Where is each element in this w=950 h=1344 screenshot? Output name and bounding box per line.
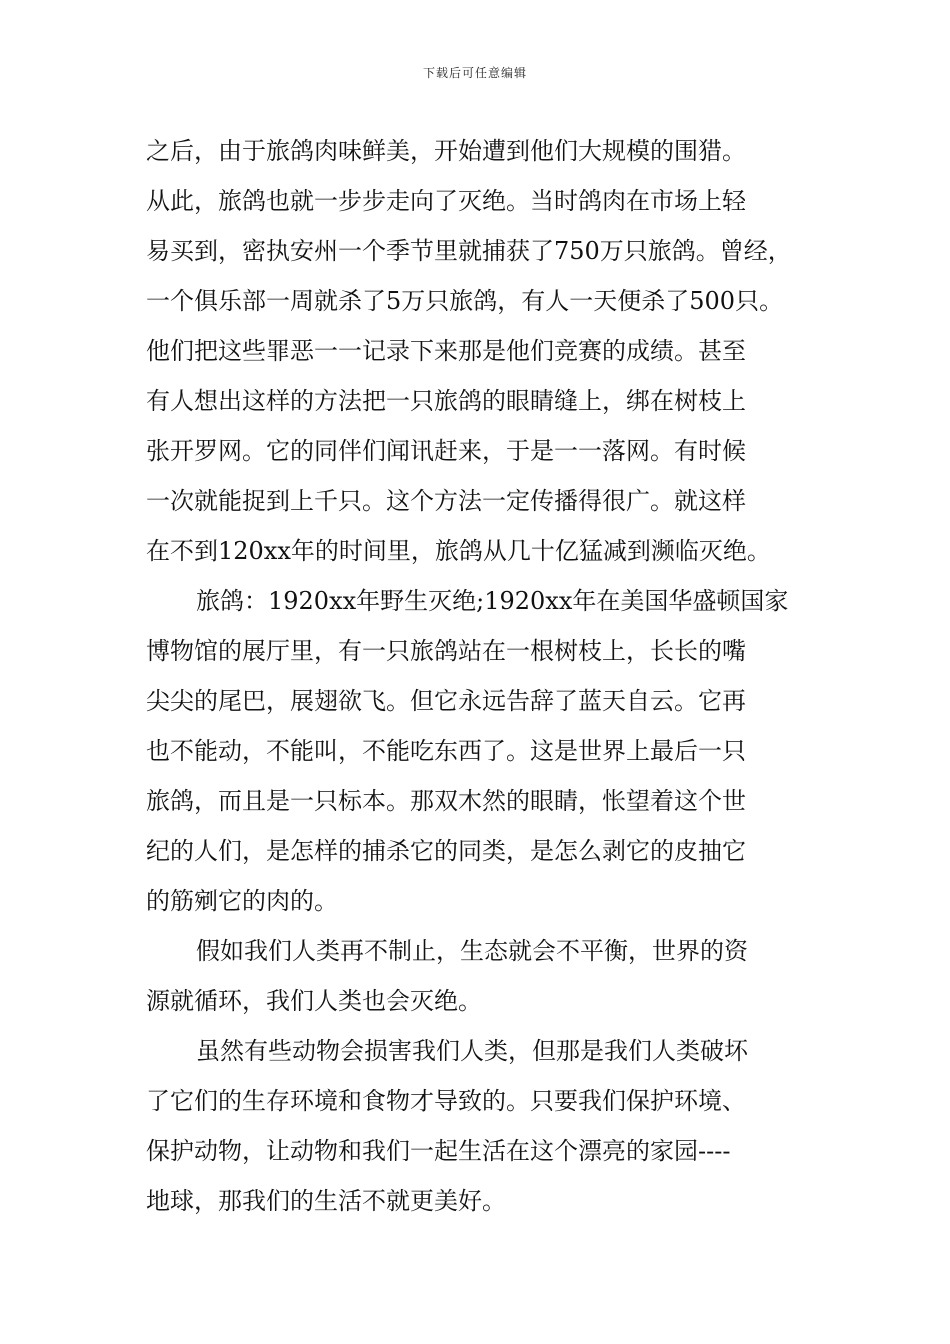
text-line: 纪的人们，是怎样的捕杀它的同类，是怎么剥它的皮抽它 xyxy=(146,837,746,865)
text-line: 易买到，密执安州一个季节里就捕获了750万只旅鸽。曾经， xyxy=(146,237,792,265)
text-line: 的筋剜它的肉的。 xyxy=(146,887,338,915)
page-header: 下载后可任意编辑 xyxy=(422,66,527,80)
text-line: 保护动物，让动物和我们一起生活在这个漂亮的家园---- xyxy=(146,1137,731,1165)
text-line: 从此，旅鸽也就一步步走向了灭绝。当时鸽肉在市场上轻 xyxy=(146,187,746,215)
text-line: 博物馆的展厅里，有一只旅鸽站在一根树枝上，长长的嘴 xyxy=(146,637,746,665)
text-line: 旅鸽：1920xx年野生灭绝;1920xx年在美国华盛顿国家 xyxy=(196,587,789,615)
text-line: 一次就能捉到上千只。这个方法一定传播得很广。就这样 xyxy=(146,487,746,515)
text-line: 有人想出这样的方法把一只旅鸽的眼睛缝上，绑在树枝上 xyxy=(146,387,746,415)
text-line: 他们把这些罪恶一一记录下来那是他们竞赛的成绩。甚至 xyxy=(146,337,746,365)
text-line: 了它们的生存环境和食物才导致的。只要我们保护环境、 xyxy=(146,1087,746,1115)
text-line: 假如我们人类再不制止，生态就会不平衡，世界的资 xyxy=(196,937,748,965)
text-line: 尖尖的尾巴，展翅欲飞。但它永远告辞了蓝天自云。它再 xyxy=(146,687,746,715)
text-line: 旅鸽，而且是一只标本。那双木然的眼睛，怅望着这个世 xyxy=(146,787,746,815)
text-line: 张开罗网。它的同伴们闻讯赶来，于是一一落网。有时候 xyxy=(146,437,746,465)
paragraph xyxy=(146,926,836,1026)
text-line: 在不到120xx年的时间里，旅鸽从几十亿猛减到濒临灭绝。 xyxy=(146,537,771,565)
document-body xyxy=(146,126,836,1226)
text-line: 也不能动，不能叫，不能吃东西了。这是世界上最后一只 xyxy=(146,737,746,765)
paragraph xyxy=(146,576,836,926)
text-line: 之后，由于旅鸽肉味鲜美，开始遭到他们大规模的围猎。 xyxy=(146,137,746,165)
text-line: 一个俱乐部一周就杀了5万只旅鸽，有人一天便杀了500只。 xyxy=(146,287,784,315)
text-line: 地球，那我们的生活不就更美好。 xyxy=(146,1187,506,1215)
text-line: 虽然有些动物会损害我们人类，但那是我们人类破坏 xyxy=(196,1037,748,1065)
paragraph xyxy=(146,126,836,576)
paragraph xyxy=(146,1026,836,1226)
text-line: 源就循环，我们人类也会灭绝。 xyxy=(146,987,482,1015)
